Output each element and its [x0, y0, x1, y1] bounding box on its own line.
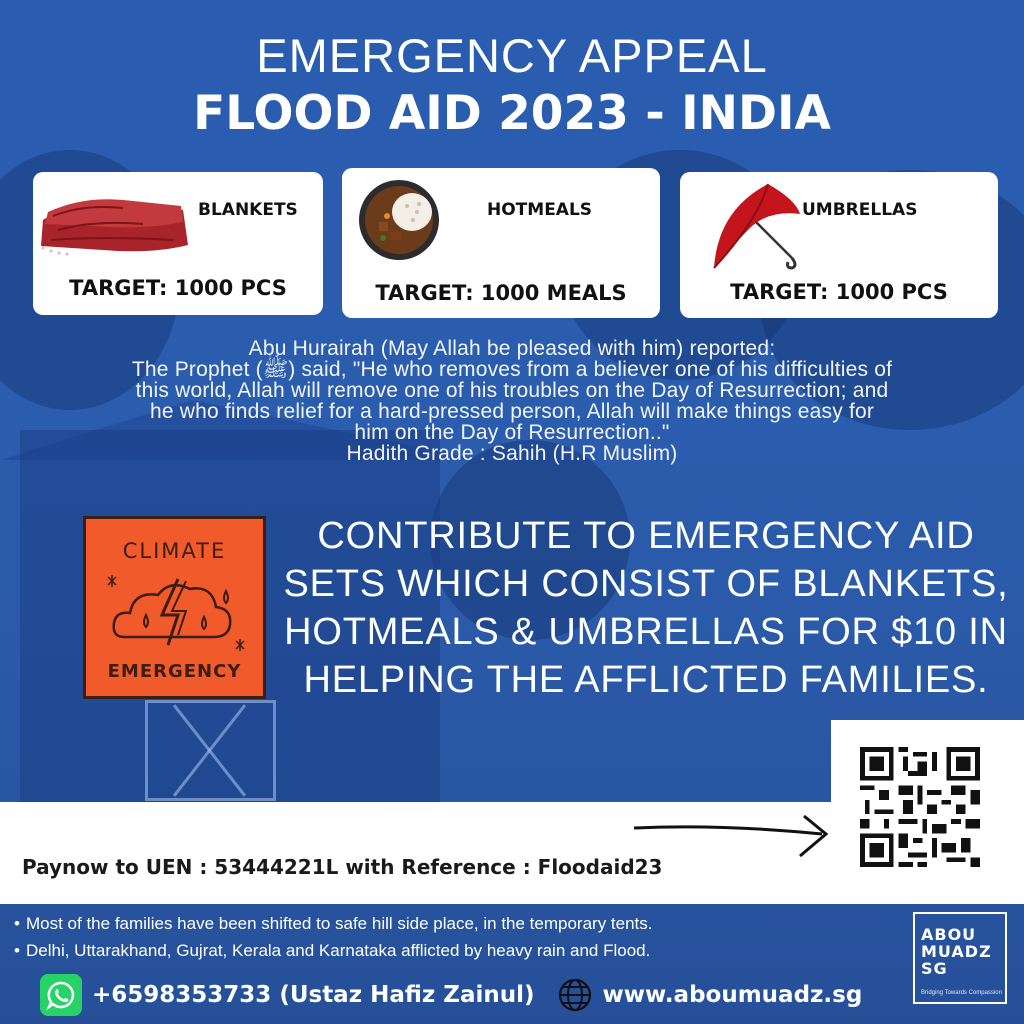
list-item: • Delhi, Uttarakhand, Gujrat, Kerala and Karnataka afflicted by heavy rain and Flood. — [14, 941, 651, 960]
hadith-grade: Hadith Grade : Sahih (H.R Muslim) — [346, 442, 678, 465]
contribute-line: HOTMEALS & UMBRELLAS FOR $10 IN — [284, 611, 1008, 653]
umbrellas-card — [680, 172, 998, 318]
logo-tagline: Bridging Towards Compassion — [921, 990, 1002, 996]
blankets-label: BLANKETS — [198, 200, 298, 220]
list-item: • Most of the families have been shifted to safe hill side place, in the temporary tents. — [14, 914, 653, 933]
info-bullets — [8, 911, 908, 965]
climate-label: CLIMATE — [122, 539, 227, 563]
hadith-text — [20, 338, 1004, 464]
umbrellas-label: UMBRELLAS — [802, 200, 918, 220]
hotmeals-target: TARGET: 1000 MEALS — [375, 281, 627, 305]
globe-icon — [557, 977, 593, 1013]
bullet-text: Most of the families have been shifted to safe hill side place, in the temporary tents. — [26, 914, 653, 933]
bullet-text: Delhi, Uttarakhand, Gujrat, Kerala and Karnataka afflicted by heavy rain and Flood. — [26, 941, 651, 960]
logo-line: MUADZ — [921, 942, 992, 961]
climate-emergency-badge — [83, 516, 266, 699]
hotmeals-label: HOTMEALS — [487, 200, 593, 220]
contribute-text — [278, 512, 1014, 704]
logo-line: SG — [921, 959, 948, 978]
hadith-line: this world, Allah will remove one of his troubles on the Day of Resurrection; and — [135, 379, 889, 402]
flood-aid-title: FLOOD AID 2023 - INDIA — [193, 86, 831, 141]
logo-line: ABOU — [921, 925, 977, 944]
paynow-details: Paynow to UEN : 53444221L with Reference : Floodaid23 — [22, 855, 663, 879]
qr-code-icon[interactable] — [860, 747, 980, 867]
phone-contact[interactable]: +6598353733 (Ustaz Hafiz Zainul) — [92, 982, 535, 1008]
qr-code-box[interactable] — [831, 720, 1024, 904]
contribute-line: CONTRIBUTE TO EMERGENCY AID — [317, 515, 975, 557]
appeal-title: EMERGENCY APPEAL — [256, 29, 768, 82]
blankets-card — [33, 172, 323, 315]
contribute-line: SETS WHICH CONSIST OF BLANKETS, — [283, 563, 1009, 605]
hadith-line: Abu Hurairah (May Allah be pleased with him) reported: — [248, 337, 776, 360]
meal-bowl-icon — [357, 178, 441, 262]
emergency-label: EMERGENCY — [107, 661, 242, 682]
umbrella-icon — [708, 180, 808, 272]
contribute-line: HELPING THE AFFLICTED FAMILIES. — [303, 659, 989, 701]
hadith-line: The Prophet (ﷺ) said, "He who removes from a believer one of his difficulties of — [131, 358, 893, 381]
abou-muadz-logo — [913, 912, 1007, 1004]
hadith-line: he who finds relief for a hard-pressed person, Allah will make things easy for — [149, 400, 875, 423]
website-link[interactable]: www.aboumuadz.sg — [602, 982, 863, 1008]
hadith-line: him on the Day of Resurrection.." — [354, 421, 670, 444]
hotmeals-card — [342, 168, 660, 318]
umbrellas-target: TARGET: 1000 PCS — [730, 280, 948, 304]
contact-row — [40, 975, 862, 1015]
whatsapp-icon[interactable] — [40, 974, 82, 1016]
blankets-target: TARGET: 1000 PCS — [69, 276, 287, 300]
blanket-icon — [33, 190, 193, 260]
